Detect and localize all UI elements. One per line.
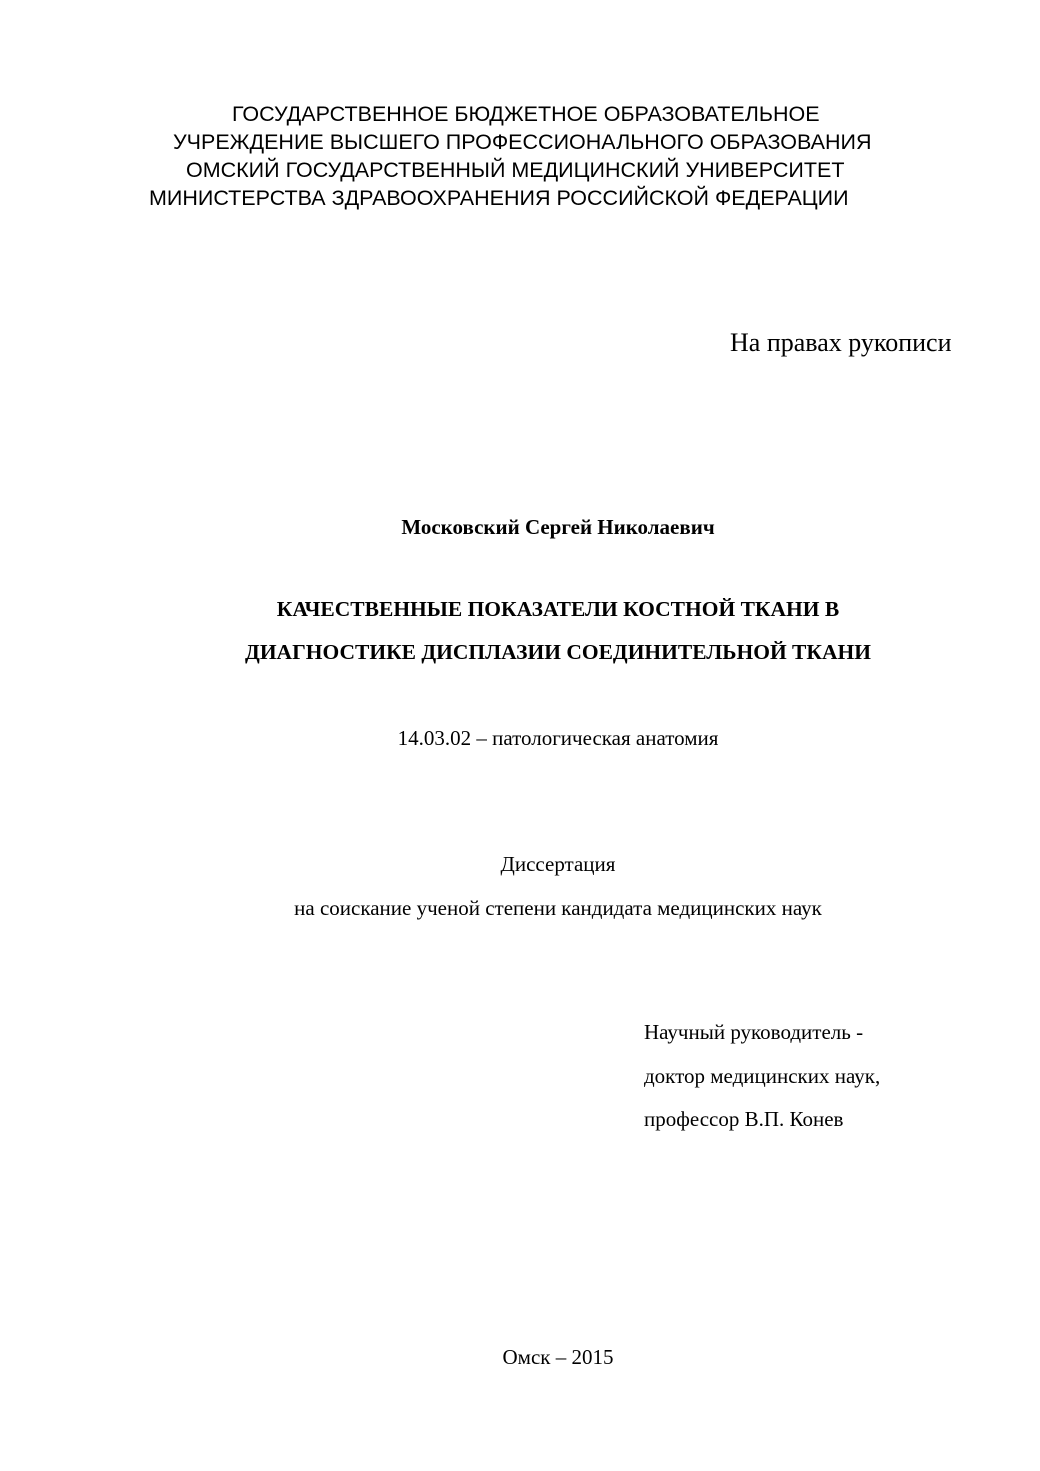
institution-line-4: МИНИСТЕРСТВА ЗДРАВООХРАНЕНИЯ РОССИЙСКОЙ ФЕДЕРАЦИИ [149,186,849,210]
manuscript-note: На правах рукописи [730,328,952,357]
institution-line-2: УЧРЕЖДЕНИЕ ВЫСШЕГО ПРОФЕССИОНАЛЬНОГО ОБРАЗОВАНИЯ [173,130,872,154]
supervisor-line-1: Научный руководитель - [644,1020,864,1044]
institution-line-1: ГОСУДАРСТВЕННОЕ БЮДЖЕТНОЕ ОБРАЗОВАТЕЛЬНОЕ [232,102,820,126]
dissertation-title-line-1: КАЧЕСТВЕННЫЕ ПОКАЗАТЕЛИ КОСТНОЙ ТКАНИ В [276,597,840,621]
specialty-code: 14.03.02 – патологическая анатомия [397,726,719,750]
supervisor-line-3: профессор В.П. Конев [644,1107,844,1131]
dissertation-title-line-2: ДИАГНОСТИКЕ ДИСПЛАЗИИ СОЕДИНИТЕЛЬНОЙ ТКАНИ [245,640,871,664]
degree-description: на соискание ученой степени кандидата медицинских наук [294,896,822,920]
dissertation-type: Диссертация [500,852,616,876]
author-name: Московский Сергей Николаевич [401,515,715,539]
city-year: Омск – 2015 [502,1345,614,1369]
supervisor-line-2: доктор медицинских наук, [644,1064,881,1088]
institution-line-3: ОМСКИЙ ГОСУДАРСТВЕННЫЙ МЕДИЦИНСКИЙ УНИВЕРСИТЕТ [186,158,845,182]
